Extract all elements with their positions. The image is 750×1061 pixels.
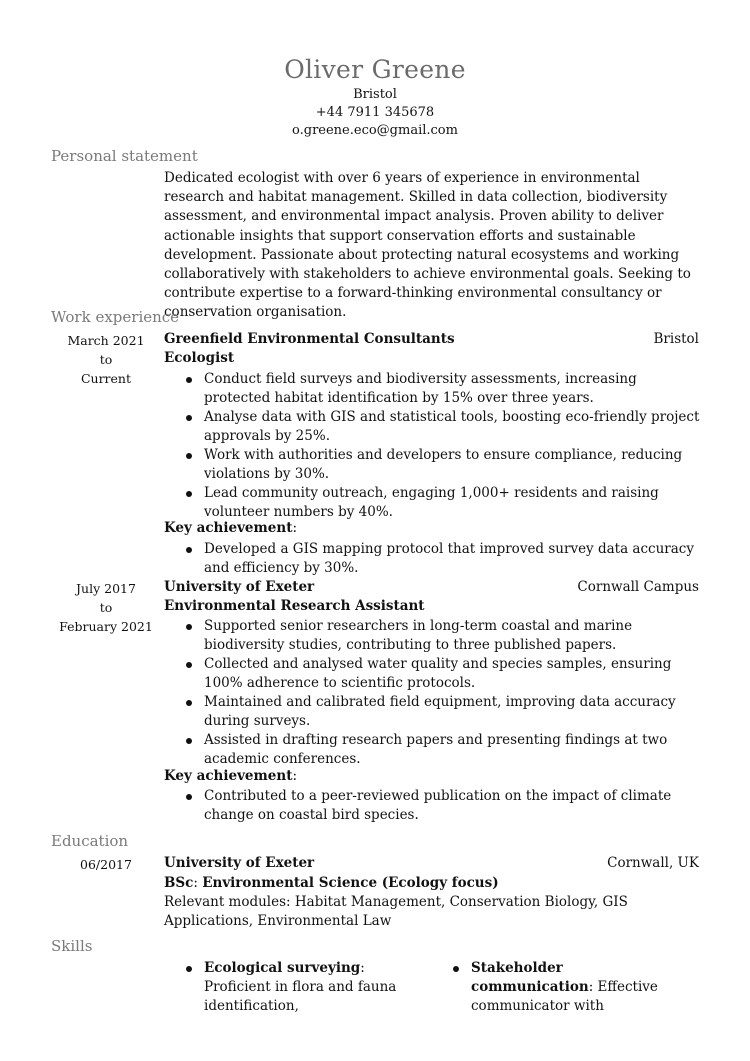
skill-name: Ecological surveying (204, 960, 361, 976)
section-heading-skills: Skills (51, 937, 93, 955)
key-achievement-list (164, 540, 702, 578)
skill-description: Effective communicator with (471, 979, 658, 1014)
bullet-icon (186, 738, 192, 744)
key-achievement-label (164, 520, 297, 536)
list-item (164, 617, 702, 655)
key-achievement-title: Key achievement (164, 520, 293, 536)
bullet-icon (186, 415, 192, 421)
skill-name: Stakeholder communication (471, 960, 589, 995)
bullet-icon (186, 624, 192, 630)
list-item (164, 731, 702, 769)
job-location: Bristol (653, 331, 699, 347)
list-item (164, 446, 702, 484)
section-heading-education: Education (51, 832, 129, 850)
list-item (164, 408, 702, 446)
list-item-text: Work with authorities and developers to ensure compliance, reducing violations by 30%. (204, 447, 683, 482)
list-item (164, 693, 702, 731)
job-date-start: March 2021 (67, 333, 145, 348)
skill-item (431, 959, 686, 1016)
job-date-to: to (99, 600, 113, 615)
bullet-icon (453, 966, 459, 972)
job-bullet-list (164, 370, 702, 522)
skill-separator: : (360, 960, 365, 976)
skill-separator: : (588, 979, 598, 995)
skills-column-right (431, 959, 686, 1016)
list-item-text: Lead community outreach, engaging 1,000+ residents and raising volunteer numbers by 40%. (204, 485, 659, 520)
contact-city: Bristol (353, 87, 397, 102)
list-item (164, 484, 702, 522)
job-employer: Greenfield Environmental Consultants (164, 331, 455, 347)
key-achievement-label (164, 768, 297, 784)
job-title: Environmental Research Assistant (164, 598, 425, 614)
education-institution: University of Exeter (164, 855, 315, 871)
key-achievement-colon: : (292, 768, 297, 784)
degree-subject: Environmental Science (Ecology focus) (202, 875, 499, 891)
bullet-icon (186, 662, 192, 668)
list-item-text: Analyse data with GIS and statistical tools, boosting eco-friendly project approvals by 25%. (204, 409, 700, 444)
key-achievement-colon: : (292, 520, 297, 536)
list-item-text: Supported senior researchers in long-term coastal and marine biodiversity studies, contributing to three published papers. (204, 618, 633, 653)
skill-item (164, 959, 419, 1016)
key-achievement-title: Key achievement (164, 768, 293, 784)
list-item-text: Contributed to a peer-reviewed publication on the impact of climate change on coastal bird species. (204, 788, 672, 823)
skills-column-left (164, 959, 419, 1016)
job-date-range (50, 579, 162, 636)
section-heading-work: Work experience (51, 308, 180, 326)
contact-email: o.greene.eco@gmail.com (292, 123, 458, 138)
list-item-text: Collected and analysed water quality and species samples, ensuring 100% adherence to scientific protocols. (204, 656, 672, 691)
contact-phone: +44 7911 345678 (315, 105, 435, 120)
bullet-icon (186, 377, 192, 383)
personal-statement-text: Dedicated ecologist with over 6 years of experience in environmental research and habitat management. Skilled in data collection, biodiversity assessment, and environmental impact analysis. Proven ability to deliver actionable insights that support conservation efforts and sustainable development. Passionate about protecting natural ecosystems and working collaboratively with stakeholders to achieve environmental goals. Seeking to contribute expertise to a forward-thinking environmental consultancy or conservation organisation. (164, 170, 691, 321)
bullet-icon (186, 700, 192, 706)
degree-type: BSc (164, 875, 194, 891)
job-date-start: July 2017 (76, 581, 136, 596)
job-bullet-list (164, 617, 702, 769)
job-employer: University of Exeter (164, 579, 315, 595)
list-item (164, 787, 702, 825)
job-date-end: Current (80, 371, 132, 386)
education-location: Cornwall, UK (607, 855, 699, 871)
skill-description: Proficient in flora and fauna identification, (204, 979, 397, 1014)
degree-separator: : (193, 875, 203, 891)
section-heading-personal: Personal statement (51, 147, 198, 165)
job-title: Ecologist (164, 350, 235, 366)
bullet-icon (186, 794, 192, 800)
list-item-text: Assisted in drafting research papers and presenting findings at two academic conferences. (204, 732, 668, 767)
bullet-icon (186, 547, 192, 553)
list-item-text: Maintained and calibrated field equipment, improving data accuracy during surveys. (204, 694, 676, 729)
bullet-icon (186, 491, 192, 497)
job-location: Cornwall Campus (577, 579, 699, 595)
bullet-icon (186, 966, 192, 972)
cv-name: Oliver Greene (284, 55, 466, 84)
job-date-end: February 2021 (59, 619, 153, 634)
job-date-to: to (99, 352, 113, 367)
list-item-text: Developed a GIS mapping protocol that improved survey data accuracy and efficiency by 30%. (204, 541, 694, 576)
bullet-icon (186, 453, 192, 459)
list-item (164, 655, 702, 693)
education-modules: Relevant modules: Habitat Management, Conservation Biology, GIS Applications, Environmental Law (164, 894, 628, 929)
list-item (164, 540, 702, 578)
list-item (164, 370, 702, 408)
education-degree (164, 874, 704, 893)
education-date: 06/2017 (80, 857, 132, 872)
job-date-range (50, 331, 162, 388)
key-achievement-list (164, 787, 702, 825)
list-item-text: Conduct field surveys and biodiversity assessments, increasing protected habitat identification by 15% over three years. (204, 371, 637, 406)
